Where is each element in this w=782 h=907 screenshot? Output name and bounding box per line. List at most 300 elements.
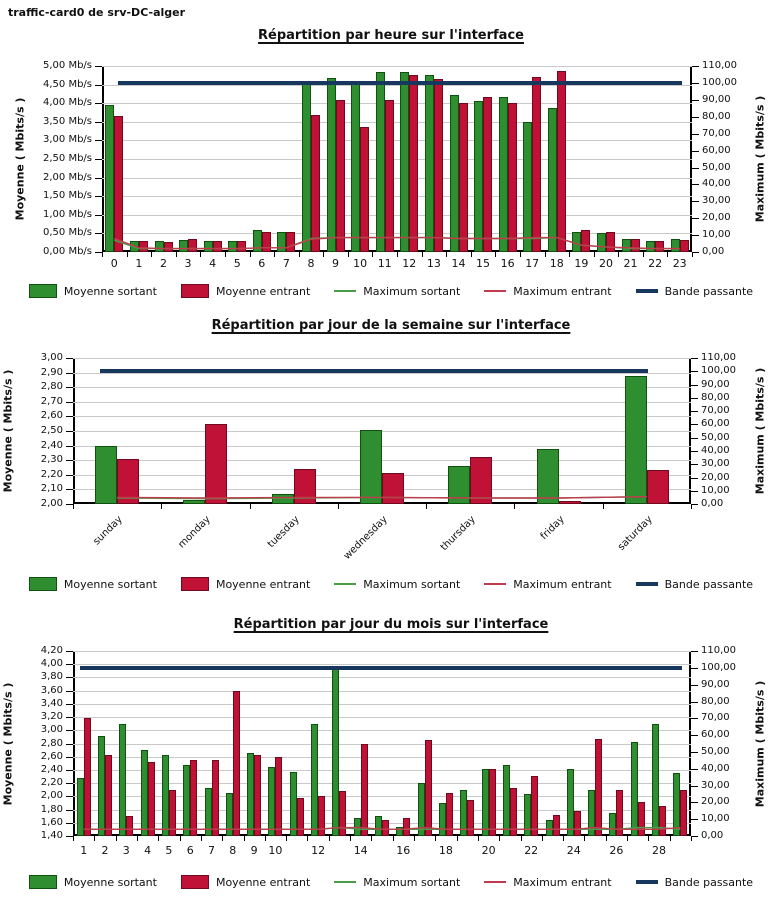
y-tick-left [66, 744, 73, 745]
x-tick-label: 24 [566, 844, 581, 857]
y-tick-left [66, 460, 73, 461]
x-tick-label: 6 [186, 844, 194, 857]
legend-swatch-maximum-sortant [334, 881, 356, 883]
y-tick-right [691, 651, 698, 652]
y-tick-right [691, 702, 698, 703]
x-tick [584, 836, 585, 841]
x-tick-label: 9 [250, 844, 258, 857]
legend-swatch-moyenne-entrant [181, 875, 209, 889]
y-tick-right [691, 491, 698, 492]
y-tick-label-left: 0,50 Mb/s [43, 227, 92, 239]
y-tick-label-left: 2,10 [40, 483, 63, 495]
y-tick-left [66, 783, 73, 784]
y-tick-label-right: 30,00 [702, 195, 731, 207]
x-tick [73, 504, 74, 509]
x-tick-label: 19 [574, 257, 589, 270]
x-tick-label: 8 [307, 257, 315, 270]
legend-label-maximum-sortant: Maximum sortant [363, 284, 461, 298]
y-tick-right [692, 235, 699, 236]
y-tick-label-left: 2,20 [40, 777, 63, 789]
y-tick-label-right: 80,00 [701, 391, 730, 403]
y-tick-label-right: 60,00 [702, 144, 731, 156]
x-tick [603, 504, 604, 509]
x-tick [180, 836, 181, 841]
legend-label-maximum-sortant: Maximum sortant [363, 577, 461, 591]
x-tick-label: wednesday [341, 514, 390, 562]
y-tick-label-left: 2,60 [40, 410, 63, 422]
y-tick-label-left: 1,40 [40, 830, 63, 841]
x-tick-label: 10 [353, 257, 368, 270]
x-tick-label: 4 [144, 844, 152, 857]
y-tick-label-left: 2,50 Mb/s [43, 153, 92, 164]
y-tick-label-right: 40,00 [702, 178, 731, 190]
x-tick [393, 836, 394, 841]
y-tick-label-right: 80,00 [702, 110, 731, 122]
y-tick-label-left: 2,00 Mb/s [43, 171, 92, 183]
y-tick-left [66, 416, 73, 417]
x-tick-label: 21 [623, 257, 638, 270]
x-tick [542, 836, 543, 841]
legend-item-bande-passante [636, 578, 753, 591]
y-tick-label-left: 2,00 [40, 790, 63, 802]
x-tick-label: 12 [402, 257, 417, 270]
x-tick [691, 836, 692, 841]
y-tick-right [692, 201, 699, 202]
x-tick [627, 836, 628, 841]
y-tick-left [66, 730, 73, 731]
y-tick-label-left: 1,60 [40, 816, 63, 828]
y-tick-right [692, 83, 699, 84]
x-tick [426, 504, 427, 509]
x-tick-label: tuesday [265, 514, 302, 551]
y-tick-right [692, 252, 699, 253]
legend-item-bande-passante [636, 285, 753, 298]
maximum-sortant-line [114, 238, 679, 249]
y-tick-right [691, 424, 698, 425]
x-tick [94, 836, 95, 841]
y-tick-left [95, 252, 102, 253]
x-tick [371, 836, 372, 841]
legend-swatch-bande-passante [636, 582, 658, 586]
x-tick [222, 836, 223, 841]
legend-swatch-maximum-entrant [484, 583, 506, 585]
legend-label-moyenne-entrant: Moyenne entrant [215, 284, 311, 298]
y-tick-left [95, 159, 102, 160]
y-tick-right [691, 836, 698, 837]
y-tick-label-right: 30,00 [701, 779, 730, 791]
y-tick-label-right: 80,00 [701, 695, 730, 707]
x-tick [435, 836, 436, 841]
y-tick-right [692, 168, 699, 169]
y-tick-right [691, 786, 698, 787]
y-tick-left [95, 85, 102, 86]
y-tick-left [95, 196, 102, 197]
y-tick-label-right: 50,00 [702, 161, 731, 173]
x-tick-label: 7 [282, 257, 290, 270]
y-tick-left [66, 431, 73, 432]
legend-label-maximum-entrant: Maximum entrant [513, 577, 612, 591]
y-tick-label-right: 100,00 [702, 76, 737, 88]
x-tick [499, 836, 500, 841]
legend-swatch-maximum-sortant [334, 290, 356, 292]
y-tick-label-left: 4,50 Mb/s [43, 78, 92, 90]
x-tick-label: 11 [377, 257, 392, 270]
y-tick-label-left: 3,40 [40, 697, 63, 709]
y-tick-label-right: 90,00 [701, 378, 730, 390]
y-tick-right [691, 668, 698, 669]
legend-item-maximum-sortant [334, 578, 460, 591]
x-tick-label: saturday [615, 514, 655, 553]
y-tick-left [95, 122, 102, 123]
legend-item-maximum-sortant [334, 285, 460, 298]
y-tick-right [691, 451, 698, 452]
maximum-entrant-line [114, 238, 679, 249]
x-tick-label: 1 [80, 844, 88, 857]
y-tick-right [691, 385, 698, 386]
y-tick-right [691, 735, 698, 736]
y-tick-right [691, 478, 698, 479]
y-tick-label-left: 2,30 [40, 454, 63, 466]
y-tick-left [95, 103, 102, 104]
x-tick [329, 836, 330, 841]
legend-label-maximum-entrant: Maximum entrant [513, 875, 612, 889]
y-tick-right [691, 358, 698, 359]
y-tick-left [95, 66, 102, 67]
y-tick-label-right: 20,00 [701, 471, 730, 483]
y-tick-label-left: 0,00 Mb/s [43, 246, 92, 257]
y-tick-left [95, 178, 102, 179]
y-tick-label-right: 110,00 [701, 352, 736, 363]
x-tick-label: 20 [481, 844, 496, 857]
x-tick-label: 1 [135, 257, 143, 270]
chart-title: Répartition par heure sur l'interface [258, 28, 524, 43]
chart-legend [50, 284, 754, 298]
legend-label-moyenne-sortant: Moyenne sortant [63, 577, 157, 591]
x-tick [563, 836, 564, 841]
y-tick-label-right: 90,00 [701, 678, 730, 690]
y-tick-right [691, 819, 698, 820]
legend-swatch-moyenne-entrant [181, 577, 209, 591]
x-tick-label: 10 [268, 844, 283, 857]
y-tick-left [66, 387, 73, 388]
y-tick-left [66, 717, 73, 718]
y-tick-left [66, 836, 73, 837]
y-tick-label-right: 40,00 [701, 444, 730, 456]
y-tick-label-left: 4,00 Mb/s [43, 97, 92, 109]
y-tick-label-left: 1,80 [40, 803, 63, 815]
y-tick-left [66, 358, 73, 359]
report-title: traffic-card0 de srv-DC-alger [8, 6, 186, 19]
y-tick-right [691, 504, 698, 505]
x-tick-label: 15 [476, 257, 490, 270]
y-tick-right [692, 117, 699, 118]
y-tick-left [66, 796, 73, 797]
legend-swatch-moyenne-sortant [29, 284, 57, 298]
y-tick-label-right: 100,00 [701, 365, 736, 377]
x-tick-label: 23 [672, 257, 687, 270]
x-tick-label: friday [538, 514, 567, 543]
x-tick [648, 836, 649, 841]
legend-item-bande-passante [636, 876, 753, 889]
x-tick-label: 2 [101, 844, 109, 857]
x-tick-label: 18 [549, 257, 564, 270]
x-tick-label: 22 [648, 257, 663, 270]
x-tick [670, 836, 671, 841]
y-tick-left [66, 757, 73, 758]
x-tick [161, 504, 162, 509]
x-tick-label: sunday [91, 514, 125, 548]
y-tick-label-right: 60,00 [701, 418, 730, 430]
y-tick-label-left: 2,70 [40, 395, 63, 407]
x-tick-label: 18 [438, 844, 453, 857]
x-tick-label: 16 [396, 844, 411, 857]
x-tick [73, 836, 74, 841]
legend-item-maximum-entrant [484, 876, 611, 889]
legend-item-moyenne-sortant [29, 284, 157, 298]
legend-swatch-moyenne-sortant [29, 577, 57, 591]
y-tick-left [95, 215, 102, 216]
legend-label-maximum-entrant: Maximum entrant [513, 284, 612, 298]
y-tick-label-right: 110,00 [702, 60, 737, 71]
x-tick-label: 4 [209, 257, 217, 270]
legend-item-moyenne-sortant [29, 875, 157, 889]
y-tick-label-left: 2,00 [40, 498, 63, 509]
y-tick-right [692, 184, 699, 185]
y-tick-label-right: 30,00 [701, 458, 730, 470]
y-tick-right [691, 438, 698, 439]
y-tick-left [66, 823, 73, 824]
y-tick-right [692, 100, 699, 101]
x-tick [691, 504, 692, 509]
legend-label-moyenne-entrant: Moyenne entrant [215, 577, 311, 591]
x-tick-label: 3 [122, 844, 130, 857]
x-tick [606, 836, 607, 841]
x-tick [478, 836, 479, 841]
x-tick [307, 836, 308, 841]
y-tick-left [66, 651, 73, 652]
y-tick-label-right: 20,00 [702, 212, 731, 224]
bande-passante-line [118, 81, 682, 85]
y-tick-label-left: 3,00 [40, 352, 63, 363]
x-tick-label: 9 [332, 257, 339, 270]
bande-passante-line [100, 369, 648, 373]
legend-label-moyenne-sortant: Moyenne sortant [63, 875, 157, 889]
y-tick-label-left: 4,20 [40, 645, 63, 656]
y-tick-label-right: 10,00 [702, 229, 731, 241]
y-tick-left [66, 677, 73, 678]
x-tick [521, 836, 522, 841]
y-tick-label-right: 70,00 [701, 405, 730, 417]
x-tick-label: 5 [233, 257, 241, 270]
x-tick [350, 836, 351, 841]
y-tick-right [691, 752, 698, 753]
y-tick-right [691, 802, 698, 803]
y-axis-label-left: Moyenne ( Mbits/s ) [1, 369, 15, 493]
y-tick-label-left: 1,50 Mb/s [43, 190, 92, 202]
y-tick-label-left: 2,60 [40, 750, 63, 762]
y-tick-right [691, 685, 698, 686]
y-tick-label-left: 3,50 Mb/s [43, 115, 92, 127]
y-tick-left [66, 770, 73, 771]
y-axis-label-right: Maximum ( Mbits/s ) [753, 680, 767, 807]
x-tick-label: 8 [229, 844, 237, 857]
x-tick-label: 28 [652, 844, 666, 857]
x-tick [265, 836, 266, 841]
x-tick-label: 14 [353, 844, 368, 857]
y-tick-label-right: 110,00 [701, 645, 736, 656]
x-tick-label: 26 [609, 844, 624, 857]
y-tick-label-left: 3,00 Mb/s [43, 134, 92, 146]
y-tick-left [95, 233, 102, 234]
y-tick-right [692, 151, 699, 152]
x-tick-label: 2 [160, 257, 167, 270]
y-tick-left [66, 402, 73, 403]
legend-label-moyenne-entrant: Moyenne entrant [215, 875, 311, 889]
y-tick-left [66, 489, 73, 490]
y-tick-label-left: 2,90 [40, 366, 63, 378]
y-tick-label-left: 2,20 [40, 468, 63, 480]
legend-swatch-maximum-sortant [334, 583, 356, 585]
y-tick-label-right: 50,00 [701, 431, 730, 443]
y-tick-label-left: 2,80 [40, 737, 63, 749]
y-tick-label-left: 1,00 Mb/s [43, 208, 92, 220]
y-tick-label-right: 90,00 [702, 93, 731, 105]
y-tick-left [66, 810, 73, 811]
x-tick-label: 5 [165, 844, 173, 857]
legend-item-maximum-entrant [484, 285, 611, 298]
x-tick-label: 7 [208, 844, 215, 857]
legend-item-moyenne-entrant [181, 577, 310, 591]
x-tick [158, 836, 159, 841]
y-tick-left [66, 704, 73, 705]
x-tick-label: 12 [311, 844, 326, 857]
y-tick-right [692, 66, 699, 67]
y-tick-label-right: 10,00 [701, 813, 730, 825]
x-tick-label: 3 [184, 257, 192, 270]
y-tick-right [691, 411, 698, 412]
legend-swatch-moyenne-entrant [181, 284, 209, 298]
legend-swatch-maximum-entrant [484, 881, 506, 883]
y-tick-label-left: 3,60 [40, 684, 63, 696]
y-axis-label-left: Moyenne ( Mbits/s ) [13, 97, 27, 221]
chart-legend [50, 577, 754, 591]
y-tick-label-left: 2,40 [40, 439, 63, 451]
y-tick-right [691, 398, 698, 399]
maximum-lines [73, 358, 691, 504]
legend-label-bande-passante: Bande passante [664, 577, 754, 591]
y-tick-label-right: 100,00 [701, 661, 736, 673]
y-tick-label-right: 0,00 [701, 830, 724, 841]
x-tick [414, 836, 415, 841]
x-tick-label: 17 [525, 257, 540, 270]
y-tick-label-right: 20,00 [701, 796, 730, 808]
y-tick-left [66, 446, 73, 447]
y-tick-label-right: 70,00 [701, 712, 730, 724]
x-tick [250, 504, 251, 509]
maximum-lines [102, 66, 692, 252]
y-tick-label-left: 3,80 [40, 671, 63, 683]
x-tick [137, 836, 138, 841]
y-axis-label-right: Maximum ( Mbits/s ) [753, 95, 767, 223]
legend-label-maximum-sortant: Maximum sortant [363, 875, 461, 889]
chart-legend [50, 875, 754, 889]
chart-title: Répartition par jour de la semaine sur l'interface [211, 318, 571, 333]
y-tick-label-right: 0,00 [701, 498, 724, 509]
legend-swatch-maximum-entrant [484, 290, 506, 292]
y-tick-left [95, 140, 102, 141]
x-tick [201, 836, 202, 841]
y-tick-left [66, 504, 73, 505]
y-tick-label-right: 60,00 [701, 729, 730, 741]
x-tick-label: monday [176, 514, 214, 551]
legend-label-bande-passante: Bande passante [664, 284, 754, 298]
legend-item-moyenne-sortant [29, 577, 157, 591]
y-tick-label-left: 4,00 [40, 658, 63, 670]
y-tick-right [692, 134, 699, 135]
y-axis-label-left: Moyenne ( Mbits/s ) [1, 682, 15, 805]
legend-label-bande-passante: Bande passante [664, 875, 754, 889]
x-tick-label: 22 [524, 844, 539, 857]
y-tick-label-right: 40,00 [701, 762, 730, 774]
legend-item-moyenne-entrant [181, 284, 310, 298]
y-tick-label-right: 10,00 [701, 484, 730, 496]
x-tick-label: 6 [258, 257, 266, 270]
legend-label-moyenne-sortant: Moyenne sortant [63, 284, 157, 298]
x-tick-label: 16 [500, 257, 515, 270]
y-tick-label-left: 2,50 [40, 425, 63, 436]
y-tick-label-left: 3,00 [40, 724, 63, 736]
y-tick-label-left: 2,80 [40, 381, 63, 393]
legend-item-moyenne-entrant [181, 875, 310, 889]
x-tick-label: 20 [599, 257, 613, 270]
y-tick-right [691, 769, 698, 770]
x-tick [338, 504, 339, 509]
y-tick-right [692, 218, 699, 219]
x-tick [244, 836, 245, 841]
y-tick-left [66, 475, 73, 476]
x-tick-label: 0 [110, 257, 118, 270]
legend-swatch-bande-passante [636, 289, 658, 293]
legend-item-maximum-sortant [334, 876, 460, 889]
y-tick-left [66, 664, 73, 665]
y-axis-label-right: Maximum ( Mbits/s ) [753, 367, 767, 495]
x-tick [116, 836, 117, 841]
maximum-entrant-line [117, 497, 647, 498]
y-tick-label-left: 3,20 [40, 711, 63, 723]
x-tick [514, 504, 515, 509]
y-tick-right [691, 464, 698, 465]
y-tick-left [66, 691, 73, 692]
x-tick [286, 836, 287, 841]
legend-item-maximum-entrant [484, 578, 611, 591]
y-tick-label-right: 0,00 [702, 246, 725, 257]
x-tick [457, 836, 458, 841]
y-tick-label-left: 5,00 Mb/s [43, 60, 92, 71]
x-tick-label: thursday [438, 514, 479, 554]
y-tick-label-left: 2,40 [40, 763, 63, 775]
y-tick-right [691, 718, 698, 719]
y-tick-left [66, 373, 73, 374]
x-tick-label: 14 [451, 257, 466, 270]
chart-title: Répartition par jour du mois sur l'interface [233, 617, 549, 632]
bande-passante-line [80, 666, 682, 670]
legend-swatch-bande-passante [636, 880, 658, 884]
y-tick-label-right: 50,00 [701, 745, 730, 757]
legend-swatch-moyenne-sortant [29, 875, 57, 889]
maximum-lines [73, 651, 691, 836]
x-tick-label: 13 [426, 257, 441, 270]
y-tick-right [691, 371, 698, 372]
